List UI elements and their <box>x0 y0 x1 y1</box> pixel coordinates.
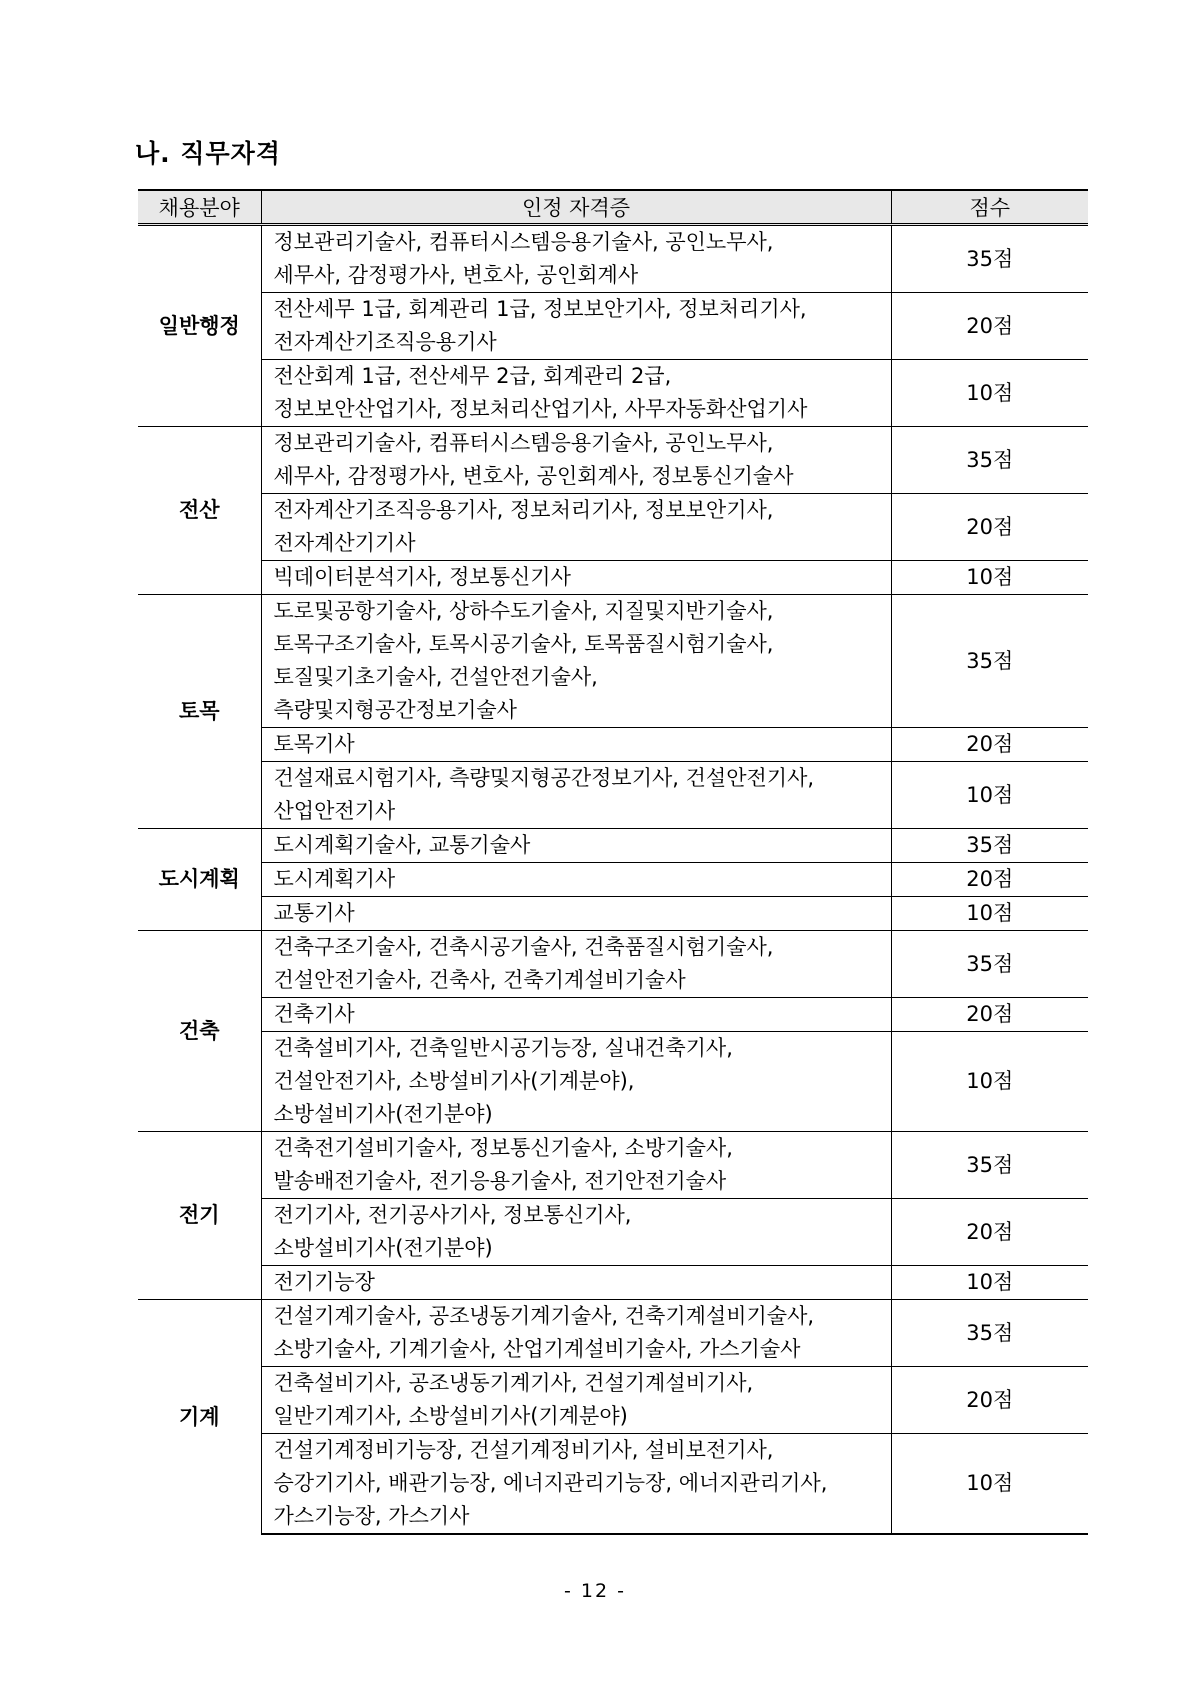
score-cell: 35점 <box>891 427 1088 494</box>
score-cell: 10점 <box>891 1266 1088 1300</box>
table-row <box>138 1266 1088 1300</box>
score-cell: 10점 <box>891 1434 1088 1535</box>
table-row <box>138 293 1088 360</box>
score-cell: 20점 <box>891 1199 1088 1266</box>
field-cell: 기계 <box>138 1300 261 1535</box>
certs-cell: 건축기사 <box>261 998 891 1032</box>
score-cell: 35점 <box>891 829 1088 863</box>
field-group <box>138 595 1088 829</box>
table-row <box>138 998 1088 1032</box>
header-certs: 인정 자격증 <box>261 190 891 225</box>
table-header <box>138 190 1088 225</box>
certs-cell: 전산회계 1급, 전산세무 2급, 회계관리 2급, 정보보안산업기사, 정보처리산업기사, 사무자동화산업기사 <box>261 360 891 427</box>
table-row <box>138 1300 1088 1367</box>
score-cell: 20점 <box>891 293 1088 360</box>
table-row <box>138 561 1088 595</box>
certs-cell: 도시계획기사 <box>261 863 891 897</box>
field-cell: 건축 <box>138 931 261 1132</box>
certs-cell: 도시계획기술사, 교통기술사 <box>261 829 891 863</box>
certs-cell: 건축전기설비기술사, 정보통신기술사, 소방기술사, 발송배전기술사, 전기응용기술사, 전기안전기술사 <box>261 1132 891 1199</box>
table-row <box>138 1032 1088 1132</box>
certs-cell: 토목기사 <box>261 728 891 762</box>
certs-cell: 건설기계기술사, 공조냉동기계기술사, 건축기계설비기술사, 소방기술사, 기계기술사, 산업기계설비기술사, 가스기술사 <box>261 1300 891 1367</box>
table-row <box>138 1434 1088 1535</box>
certs-cell: 건축구조기술사, 건축시공기술사, 건축품질시험기술사, 건설안전기술사, 건축사, 건축기계설비기술사 <box>261 931 891 998</box>
score-cell: 10점 <box>891 1032 1088 1132</box>
certs-cell: 정보관리기술사, 컴퓨터시스템응용기술사, 공인노무사, 세무사, 감정평가사, 변호사, 공인회계사, 정보통신기술사 <box>261 427 891 494</box>
certs-cell: 건축설비기사, 건축일반시공기능장, 실내건축기사, 건설안전기사, 소방설비기사(기계분야), 소방설비기사(전기분야) <box>261 1032 891 1132</box>
section-title: 나. 직무자격 <box>135 139 281 168</box>
certs-cell: 전기기능장 <box>261 1266 891 1300</box>
certs-cell: 전기기사, 전기공사기사, 정보통신기사, 소방설비기사(전기분야) <box>261 1199 891 1266</box>
field-cell: 전산 <box>138 427 261 595</box>
certs-cell: 도로및공항기술사, 상하수도기술사, 지질및지반기술사, 토목구조기술사, 토목시공기술사, 토목품질시험기술사, 토질및기초기술사, 건설안전기술사, 측량및지형공간정보기술사 <box>261 595 891 728</box>
table-row <box>138 931 1088 998</box>
field-group <box>138 829 1088 931</box>
score-cell: 20점 <box>891 1367 1088 1434</box>
score-cell: 35점 <box>891 595 1088 728</box>
table-row <box>138 728 1088 762</box>
field-group <box>138 931 1088 1132</box>
certs-cell: 빅데이터분석기사, 정보통신기사 <box>261 561 891 595</box>
table-row <box>138 360 1088 427</box>
table-row <box>138 1132 1088 1199</box>
certs-cell: 전산세무 1급, 회계관리 1급, 정보보안기사, 정보처리기사, 전자계산기조직응용기사 <box>261 293 891 360</box>
table-row <box>138 427 1088 494</box>
certs-cell: 정보관리기술사, 컴퓨터시스템응용기술사, 공인노무사, 세무사, 감정평가사, 변호사, 공인회계사 <box>261 225 891 293</box>
field-group <box>138 225 1088 427</box>
field-group <box>138 1300 1088 1535</box>
certs-cell: 건축설비기사, 공조냉동기계기사, 건설기계설비기사, 일반기계기사, 소방설비기사(기계분야) <box>261 1367 891 1434</box>
table-row <box>138 863 1088 897</box>
score-cell: 35점 <box>891 931 1088 998</box>
field-cell: 토목 <box>138 595 261 829</box>
table-row <box>138 494 1088 561</box>
header-score: 점수 <box>891 190 1088 225</box>
score-cell: 20점 <box>891 863 1088 897</box>
certs-cell: 건설기계정비기능장, 건설기계정비기사, 설비보전기사, 승강기기사, 배관기능장, 에너지관리기능장, 에너지관리기사, 가스기능장, 가스기사 <box>261 1434 891 1535</box>
certification-table <box>138 189 1088 1535</box>
score-cell: 10점 <box>891 360 1088 427</box>
score-cell: 20점 <box>891 728 1088 762</box>
header-field: 채용분야 <box>138 190 261 225</box>
score-cell: 35점 <box>891 1132 1088 1199</box>
certs-cell: 건설재료시험기사, 측량및지형공간정보기사, 건설안전기사, 산업안전기사 <box>261 762 891 829</box>
score-cell: 35점 <box>891 1300 1088 1367</box>
score-cell: 20점 <box>891 998 1088 1032</box>
table-row <box>138 595 1088 728</box>
table-row <box>138 225 1088 293</box>
certs-cell: 전자계산기조직응용기사, 정보처리기사, 정보보안기사, 전자계산기기사 <box>261 494 891 561</box>
score-cell: 10점 <box>891 561 1088 595</box>
table-row <box>138 1367 1088 1434</box>
field-cell: 도시계획 <box>138 829 261 931</box>
certs-cell: 교통기사 <box>261 897 891 931</box>
field-group <box>138 1132 1088 1300</box>
score-cell: 35점 <box>891 225 1088 293</box>
table-row <box>138 1199 1088 1266</box>
field-cell: 일반행정 <box>158 313 240 338</box>
score-cell: 20점 <box>891 494 1088 561</box>
field-cell: 전기 <box>138 1132 261 1300</box>
table-row <box>138 762 1088 829</box>
table-row <box>138 829 1088 863</box>
table-row <box>138 897 1088 931</box>
header-row <box>138 190 1088 225</box>
page-number: - 12 - <box>564 1580 626 1602</box>
score-cell: 10점 <box>891 762 1088 829</box>
field-group <box>138 427 1088 595</box>
score-cell: 10점 <box>891 897 1088 931</box>
